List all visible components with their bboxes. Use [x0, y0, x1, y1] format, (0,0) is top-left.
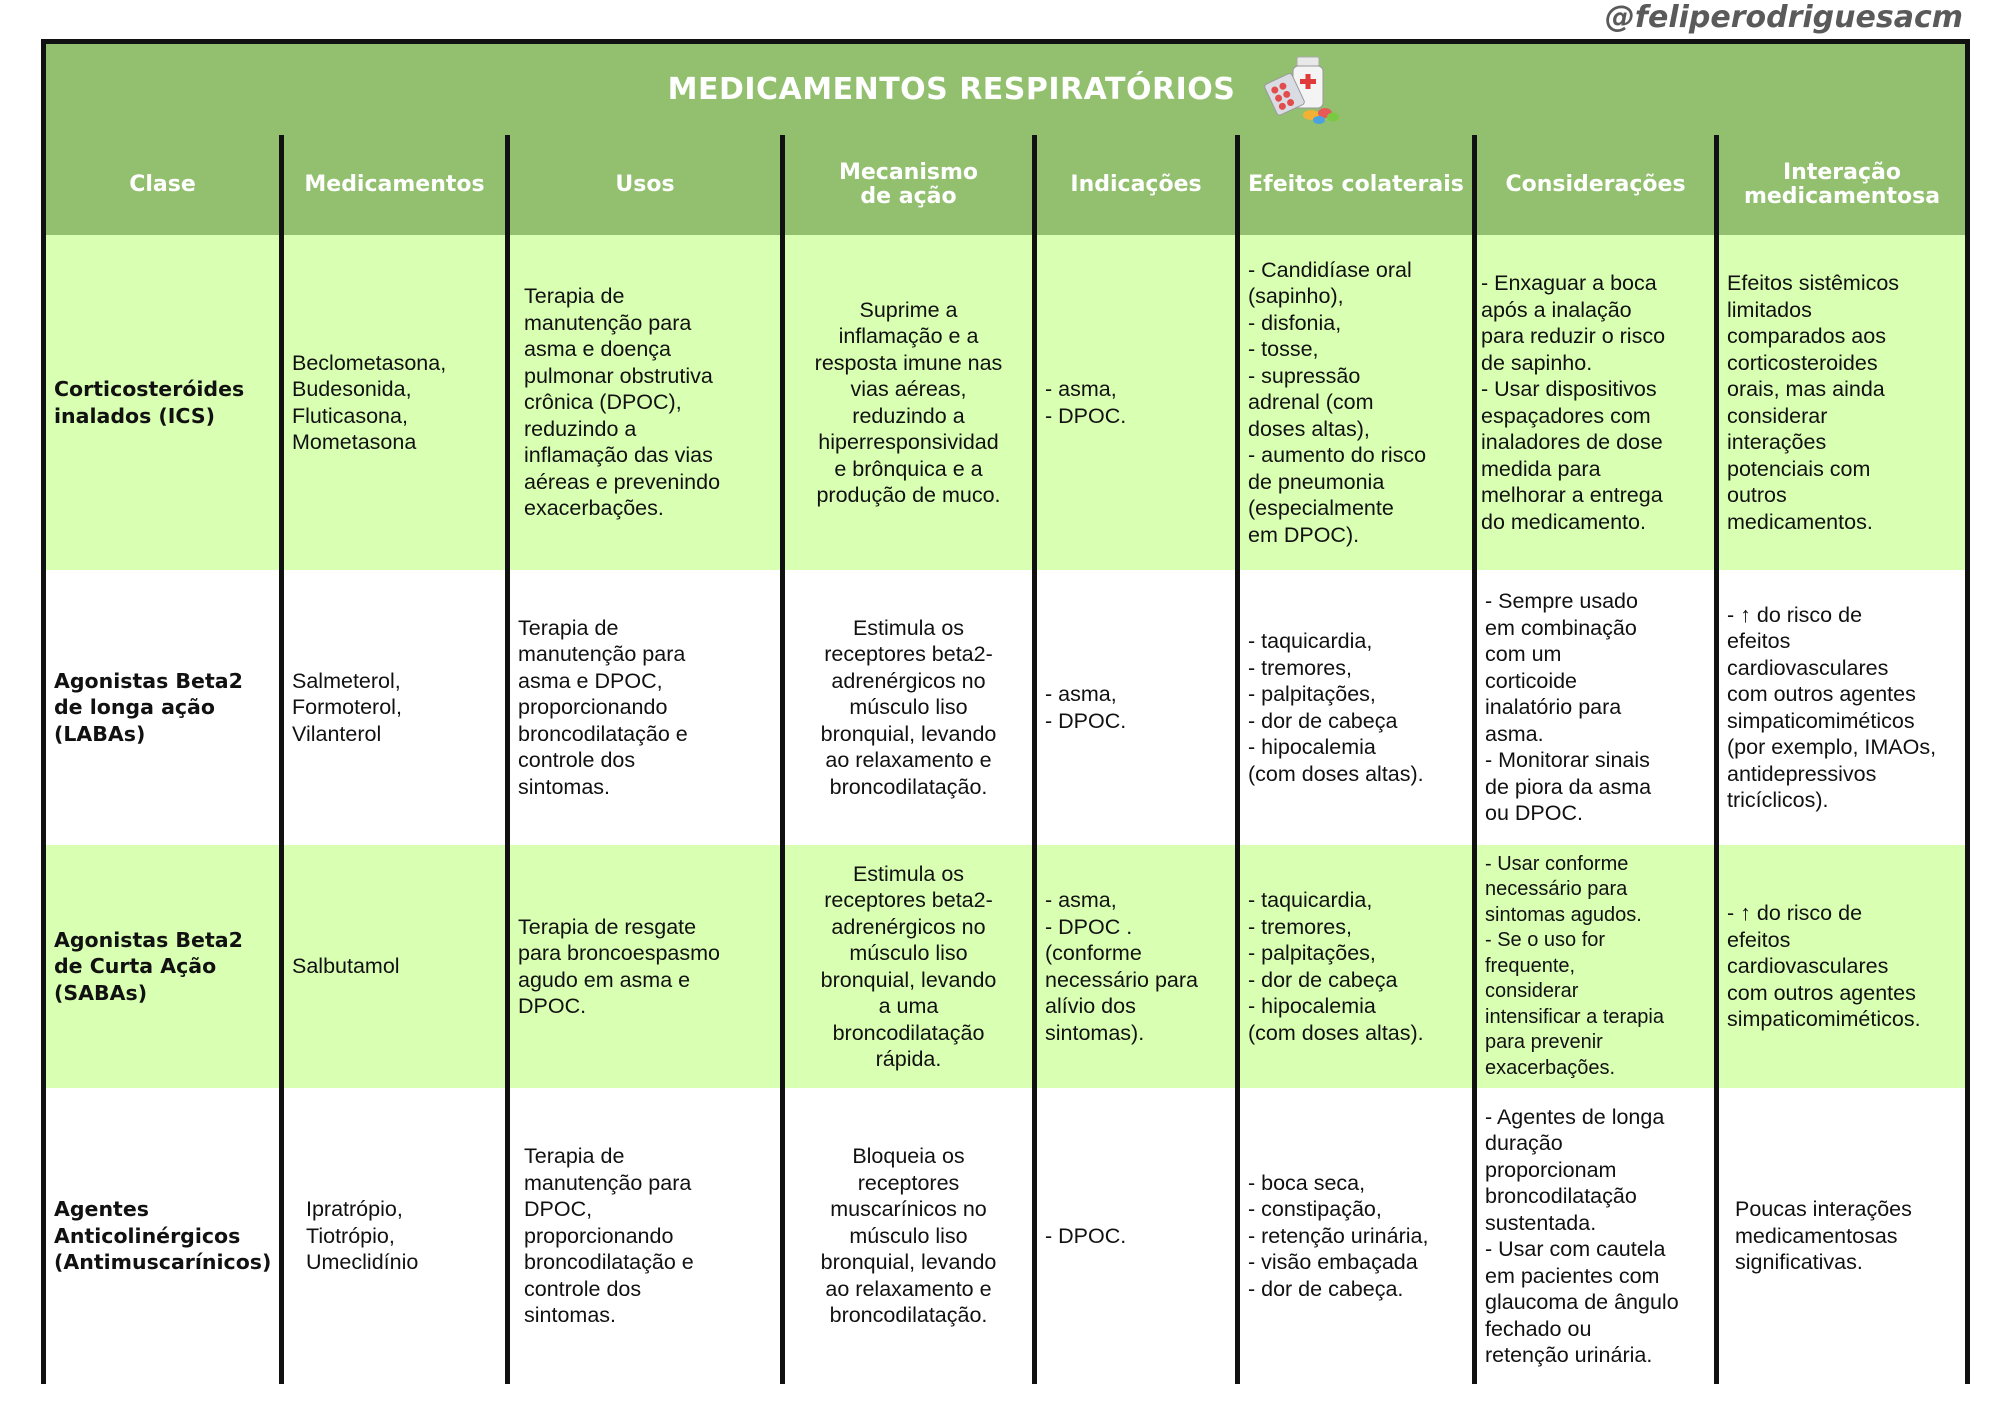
- row-efeitos: - taquicardia, - tremores, - palpitações, - dor de cabeça - hipocalemia (com doses altas).: [1240, 570, 1477, 845]
- row-consideracoes: - Sempre usado em combinação com um corticoide inalatório para asma. - Monitorar sinais de piora da asma ou DPOC.: [1477, 570, 1719, 845]
- author-watermark: @feliperodriguesacm: [1604, 0, 1963, 35]
- row-class-label: Corticosteróides inalados (ICS): [46, 235, 284, 570]
- header-consideracoes: Considerações: [1477, 135, 1719, 235]
- row-interacao: - ↑ do risco de efeitos cardiovasculares com outros agentes simpaticomiméticos (por exemplo, IMAOs, antidepressivos tricíclicos).: [1719, 570, 1965, 845]
- header-usos: Usos: [510, 135, 785, 235]
- row-interacao: Poucas interações medicamentosas significativas.: [1719, 1088, 1965, 1384]
- header-mecanismo: Mecanismo de ação: [785, 135, 1037, 235]
- header-classe: Clase: [46, 135, 284, 235]
- row-efeitos: - taquicardia, - tremores, - palpitações, - dor de cabeça - hipocalemia (com doses altas).: [1240, 845, 1477, 1088]
- row-usos: Terapia de manutenção para asma e doença pulmonar obstrutiva crônica (DPOC), reduzindo a inflamação das vias aéreas e prevenindo exacerbações.: [510, 235, 785, 570]
- table-title-bar: [46, 44, 1965, 140]
- row-indicacoes: - asma, - DPOC.: [1037, 235, 1240, 570]
- row-usos: Terapia de manutenção para asma e DPOC, proporcionando broncodilatação e controle dos sintomas.: [510, 570, 785, 845]
- row-consideracoes: - Agentes de longa duração proporcionam broncodilatação sustentada. - Usar com cautela em pacientes com glaucoma de ângulo fechado ou retenção urinária.: [1477, 1088, 1719, 1384]
- row-efeitos: - Candidíase oral (sapinho), - disfonia, - tosse, - supressão adrenal (com doses altas), - aumento do risco de pneumonia (especialmente em DPOC).: [1240, 235, 1477, 570]
- table-title: MEDICAMENTOS RESPIRATÓRIOS: [667, 72, 1236, 107]
- row-mecanismo: Estimula os receptores beta2- adrenérgicos no músculo liso bronquial, levando a uma broncodilatação rápida.: [785, 845, 1037, 1088]
- row-indicacoes: - asma, - DPOC . (conforme necessário para alívio dos sintomas).: [1037, 845, 1240, 1088]
- row-medicamentos: Ipratrópio, Tiotrópio, Umeclidínio: [284, 1088, 510, 1384]
- row-interacao: Efeitos sistêmicos limitados comparados aos corticosteroides orais, mas ainda considerar interações potenciais com outros medicamentos.: [1719, 235, 1965, 570]
- table-row-labas: [46, 570, 1965, 850]
- header-medicamentos: Medicamentos: [284, 135, 510, 235]
- header-indicacoes: Indicações: [1037, 135, 1240, 235]
- header-interacao: Interação medicamentosa: [1719, 135, 1965, 235]
- table-row-ics: [46, 235, 1965, 575]
- row-usos: Terapia de manutenção para DPOC, proporcionando broncodilatação e controle dos sintomas.: [510, 1088, 785, 1384]
- row-medicamentos: Beclometasona, Budesonida, Fluticasona, Mometasona: [284, 235, 510, 570]
- pills-medicine-icon: [1263, 55, 1343, 125]
- row-indicacoes: - DPOC.: [1037, 1088, 1240, 1384]
- medication-table: [41, 39, 1970, 1384]
- row-consideracoes: - Usar conforme necessário para sintomas agudos. - Se o uso for frequente, considerar intensificar a terapia para prevenir exacerbações.: [1477, 845, 1719, 1088]
- row-efeitos: - boca seca, - constipação, - retenção urinária, - visão embaçada - dor de cabeça.: [1240, 1088, 1477, 1384]
- row-class-label: Agonistas Beta2 de Curta Ação (SABAs): [46, 845, 284, 1088]
- row-medicamentos: Salbutamol: [284, 845, 510, 1088]
- row-indicacoes: - asma, - DPOC.: [1037, 570, 1240, 845]
- row-class-label: Agentes Anticolinérgicos (Antimuscarínicos): [46, 1088, 284, 1384]
- row-mecanismo: Estimula os receptores beta2- adrenérgicos no músculo liso bronquial, levando ao relaxamento e broncodilatação.: [785, 570, 1037, 845]
- row-class-label: Agonistas Beta2 de longa ação (LABAs): [46, 570, 284, 845]
- row-interacao: - ↑ do risco de efeitos cardiovasculares com outros agentes simpaticomiméticos.: [1719, 845, 1965, 1088]
- header-row: [46, 135, 1965, 240]
- row-mecanismo: Bloqueia os receptores muscarínicos no músculo liso bronquial, levando ao relaxamento e broncodilatação.: [785, 1088, 1037, 1384]
- row-usos: Terapia de resgate para broncoespasmo agudo em asma e DPOC.: [510, 845, 785, 1088]
- row-consideracoes: - Enxaguar a boca após a inalação para reduzir o risco de sapinho. - Usar dispositivos espaçadores com inaladores de dose medida para melhorar a entrega do medicamento.: [1477, 235, 1719, 570]
- table-row-sabas: [46, 845, 1965, 1093]
- header-efeitos: Efeitos colaterais: [1240, 135, 1477, 235]
- row-medicamentos: Salmeterol, Formoterol, Vilanterol: [284, 570, 510, 845]
- table-row-anticolinergicos: [46, 1088, 1965, 1384]
- row-mecanismo: Suprime a inflamação e a resposta imune nas vias aéreas, reduzindo a hiperresponsividad e brônquica e a produção de muco.: [785, 235, 1037, 570]
